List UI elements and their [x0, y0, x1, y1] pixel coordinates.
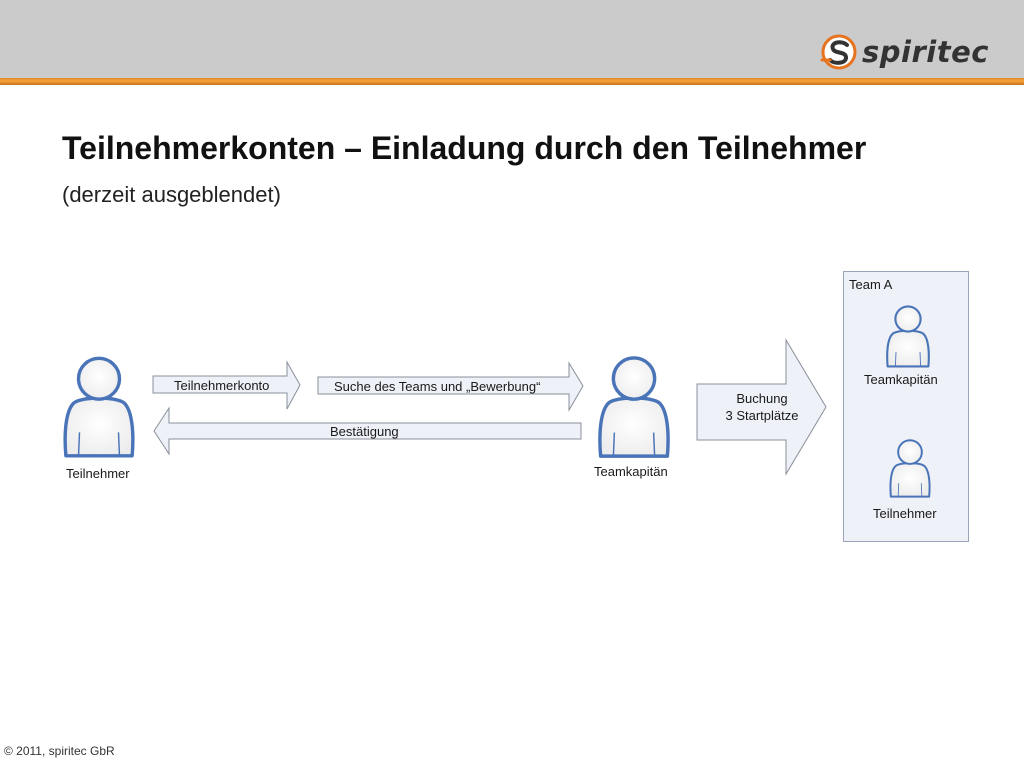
- participant-label: Teilnehmer: [66, 466, 130, 481]
- team-members: [844, 272, 970, 543]
- team-member-label: Teilnehmer: [873, 506, 937, 521]
- team-captain-label: Teamkapitän: [864, 372, 938, 387]
- booking-label-line2: 3 Startplätze: [725, 408, 799, 423]
- footer-copyright: © 2011, spiritec GbR: [4, 744, 115, 758]
- team-box: [843, 271, 969, 542]
- participant-person-icon: [65, 358, 133, 456]
- team-name: Team A: [849, 277, 893, 292]
- team-member-person-icon: [890, 440, 929, 496]
- slide-subtitle: (derzeit ausgeblendet): [62, 182, 281, 207]
- booking-arrow: [697, 340, 826, 474]
- confirm-arrow-label: Bestätigung: [330, 424, 399, 439]
- booking-label-line1: Buchung: [736, 391, 788, 406]
- logo-wordmark: spiritec: [862, 35, 989, 69]
- slide-title: Teilnehmerkonten – Einladung durch den Teilnehmer: [62, 130, 867, 166]
- team-captain-person-icon: [887, 306, 929, 366]
- account-arrow-label: Teilnehmerkonto: [174, 378, 270, 393]
- search-arrow-label: Suche des Teams und „Bewerbung“: [334, 379, 541, 394]
- captain-person-icon: [600, 358, 668, 456]
- captain-label: Teamkapitän: [594, 464, 668, 479]
